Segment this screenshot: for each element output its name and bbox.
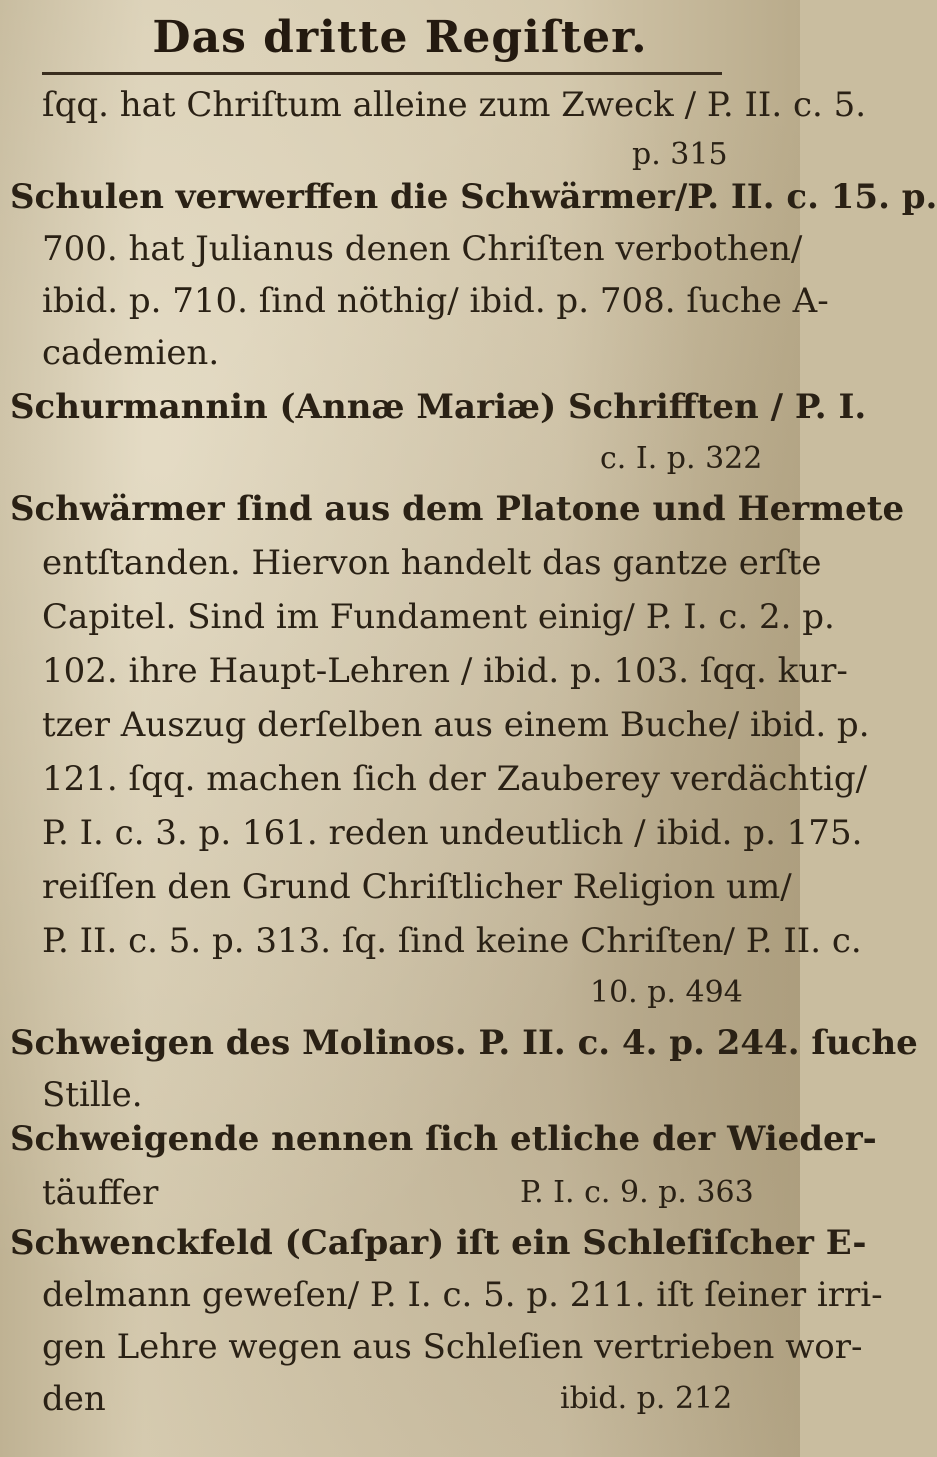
entry-line: Schulen verwerffen die Schwärmer/P. II. c. 15. p. [10,177,937,217]
entry-line: gen Lehre wegen aus Schleſien vertrieben wor- [42,1327,863,1367]
entry-line: Schwenckfeld (Caſpar) iſt ein Schleſiſcher E- [10,1223,867,1263]
entry-line: tzer Auszug derſelben aus einem Buche/ ibid. p. [42,705,870,745]
page-reference: 10. p. 494 [590,975,743,1010]
entry-line: P. II. c. 5. p. 313. ſq. ſind keine Chriſten/ P. II. c. [42,921,862,961]
page-reference: p. 315 [632,137,728,172]
entry-line: ſqq. hat Chriſtum alleine zum Zweck / P. II. c. 5. [42,85,867,125]
page-reference: ibid. p. 212 [560,1381,733,1416]
header-rule [42,72,722,75]
page-reference: c. I. p. 322 [600,441,763,476]
entry-line: Schweigende nennen ſich etliche der Wieder- [10,1119,877,1159]
entry-line: Schurmannin (Annæ Mariæ) Schrifften / P. I. [10,387,867,427]
entry-line: 121. ſqq. machen ſich der Zauberey verdächtig/ [42,759,868,799]
page-reference: P. I. c. 9. p. 363 [520,1175,754,1210]
entry-line: Schwärmer ſind aus dem Platone und Hermete [10,489,905,529]
page-title: Das dritte Regiſter. [152,12,648,63]
entry-line: 700. hat Julianus denen Chriſten verbothen/ [42,229,803,269]
entry-line: den [42,1379,106,1419]
entry-line: P. I. c. 3. p. 161. reden undeutlich / ibid. p. 175. [42,813,863,853]
entry-line: Schweigen des Molinos. P. II. c. 4. p. 244. ſuche [10,1023,918,1063]
entry-line: cademien. [42,333,220,373]
entry-line: entſtanden. Hiervon handelt das gantze erſte [42,543,822,583]
entry-line: ibid. p. 710. ſind nöthig/ ibid. p. 708. ſuche A- [42,281,829,321]
entry-line: delmann geweſen/ P. I. c. 5. p. 211. iſt ſeiner irri- [42,1275,883,1315]
entry-line: Stille. [42,1075,143,1115]
entry-line: täuffer [42,1173,159,1213]
entry-line: 102. ihre Haupt-Lehren / ibid. p. 103. ſqq. kur- [42,651,848,691]
entry-line: reiſſen den Grund Chriſtlicher Religion um/ [42,867,792,907]
entry-line: Capitel. Sind im Fundament einig/ P. I. c. 2. p. [42,597,835,637]
